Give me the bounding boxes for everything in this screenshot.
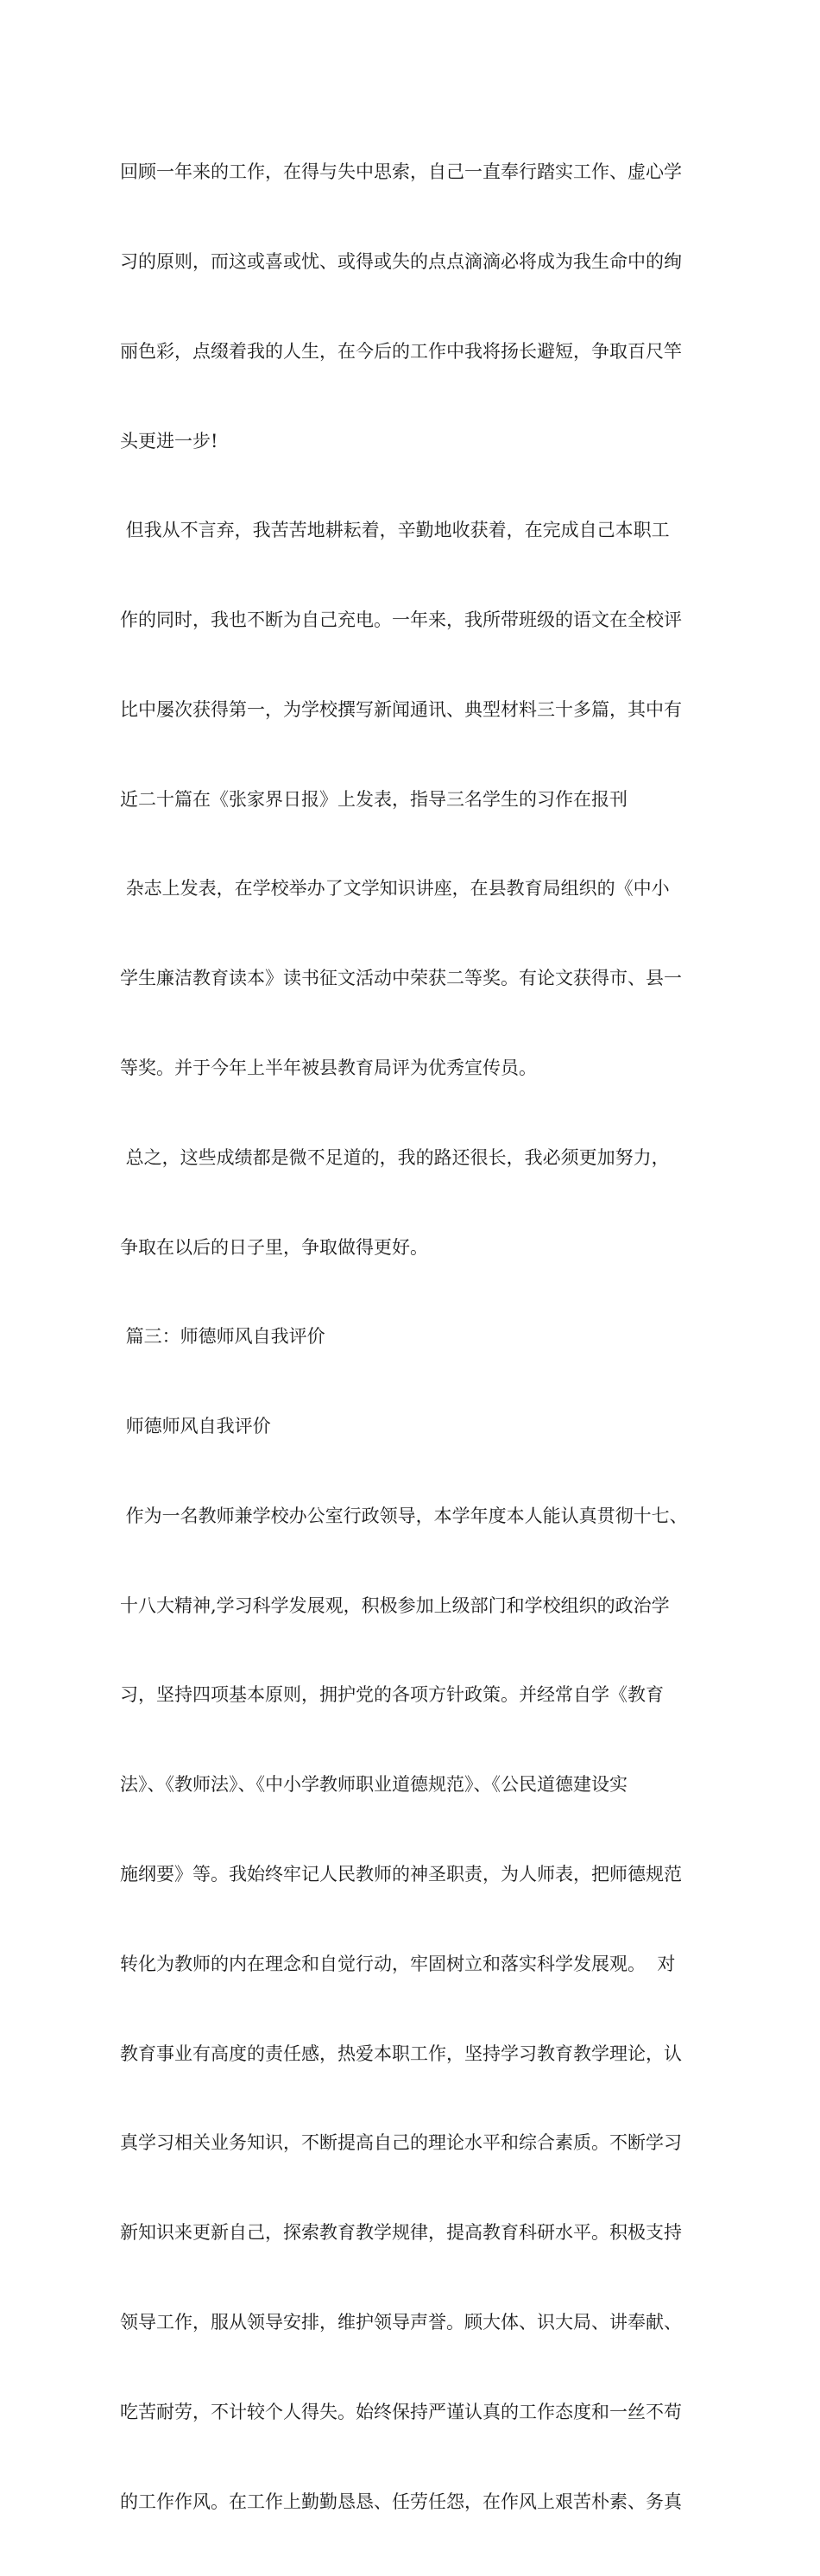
text-line: 作为一名教师兼学校办公室行政领导，本学年度本人能认真贯彻十七、	[120, 1505, 688, 1526]
text-line: 作的同时，我也不断为自己充电。一年来，我所带班级的语文在全校评	[120, 609, 682, 631]
text-line: 施纲要》等。我始终牢记人民教师的神圣职责，为人师表，把师德规范	[120, 1864, 682, 1885]
text-line: 法》、《教师法》、《中小学教师职业道德规范》、《公民道德建设实	[120, 1774, 628, 1796]
text-line: 习，坚持四项基本原则，拥护党的各项方针政策。并经常自学《教育	[120, 1684, 664, 1706]
text-line: 转化为教师的内在理念和自觉行动，牢固树立和落实科学发展观。 对	[120, 1953, 676, 1974]
document-body	[120, 98, 716, 2576]
text-line: 领导工作，服从领导安排，维护领导声誉。顾大体、识大局、讲奉献、	[120, 2311, 682, 2333]
text-line: 比中屡次获得第一，为学校撰写新闻通讯、典型材料三十多篇，其中有	[120, 698, 682, 720]
text-line: 等奖。并于今年上半年被县教育局评为优秀宣传员。	[120, 1058, 537, 1078]
text-line: 十八大精神,学习科学发展观，积极参加上级部门和学校组织的政治学	[120, 1594, 670, 1616]
text-line: 新知识来更新自己，探索教育教学规律，提高教育科研水平。积极支持	[120, 2222, 682, 2244]
text-line: 学生廉洁教育读本》读书征文活动中荣获二等奖。有论文获得市、县一	[120, 968, 682, 989]
text-line: 丽色彩，点缀着我的人生，在今后的工作中我将扬长避短，争取百尺竿	[120, 340, 682, 362]
text-line: 近二十篇在《张家界日报》上发表，指导三名学生的习作在报刊	[120, 788, 628, 810]
text-line: 习的原则，而这或喜或忧、或得或失的点点滴滴必将成为我生命中的绚	[120, 250, 682, 272]
text-line: 教育事业有高度的责任感，热爱本职工作，坚持学习教育教学理论，认	[120, 2042, 682, 2064]
text-line: 的工作作风。在工作上勤勤恳恳、任劳任怨，在作风上艰苦朴素、务真	[120, 2491, 682, 2512]
text-line: 回顾一年来的工作，在得与失中思索，自己一直奉行踏实工作、虚心学	[120, 161, 682, 183]
section-heading: 篇三：师德师风自我评价	[120, 1326, 325, 1348]
text-line: 杂志上发表，在学校举办了文学知识讲座，在县教育局组织的《中小	[120, 878, 670, 900]
text-line: 吃苦耐劳，不计较个人得失。始终保持严谨认真的工作态度和一丝不苟	[120, 2401, 682, 2422]
text-line: 真学习相关业务知识，不断提高自己的理论水平和综合素质。不断学习	[120, 2132, 682, 2154]
text-line: 但我从不言弃，我苦苦地耕耘着，辛勤地收获着，在完成自己本职工	[120, 520, 670, 541]
section-title: 师德师风自我评价	[120, 1416, 271, 1437]
text-line: 争取在以后的日子里，争取做得更好。	[120, 1236, 428, 1258]
text-line: 总之，这些成绩都是微不足道的，我的路还很长，我必须更加努力，	[120, 1146, 670, 1168]
text-line: 头更进一步!	[120, 430, 218, 451]
